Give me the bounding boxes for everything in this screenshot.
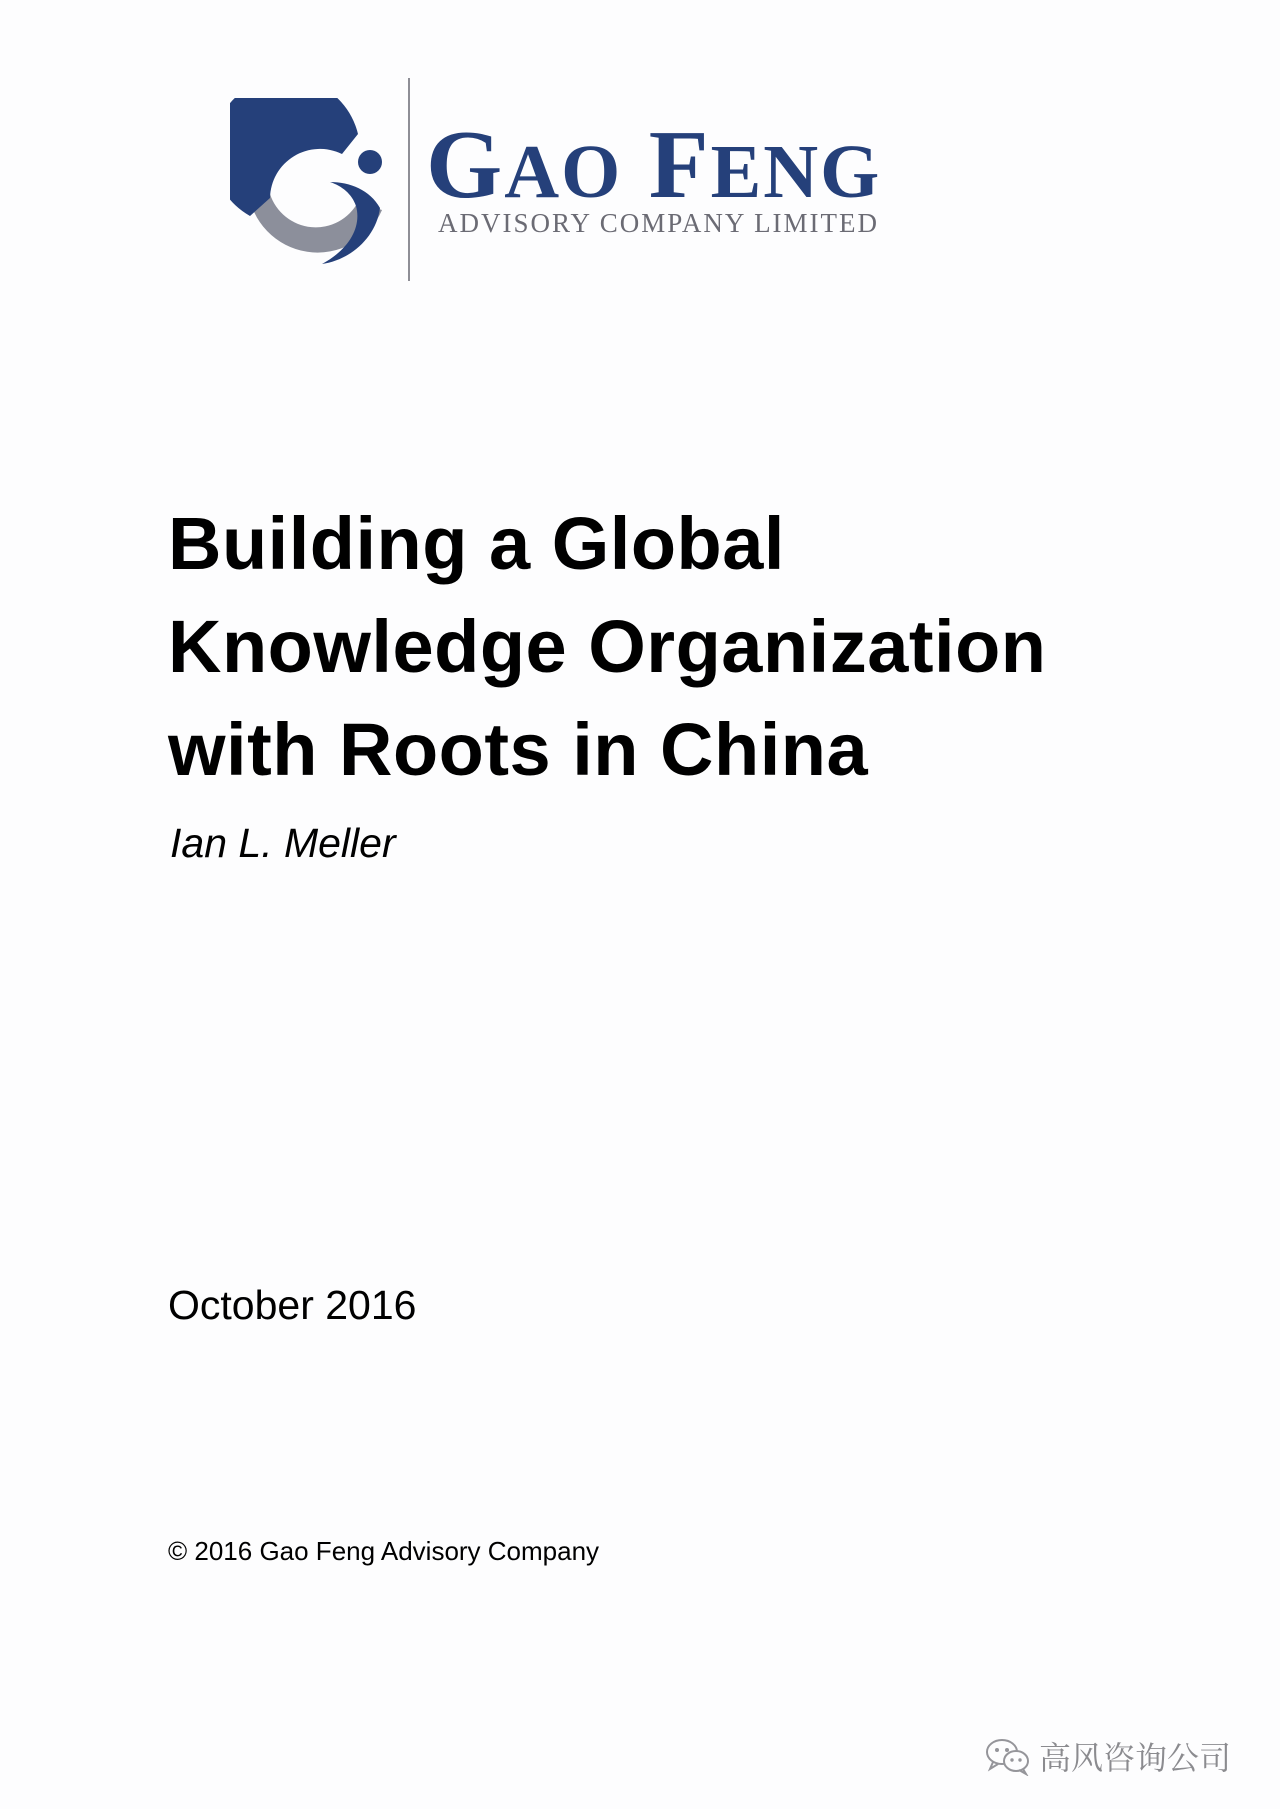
company-logo <box>230 78 950 283</box>
title-line-3: with Roots in China <box>168 708 869 791</box>
logo-divider <box>408 78 410 281</box>
logo-name-second-rest: ENG <box>710 130 882 214</box>
wechat-watermark <box>985 1734 1231 1778</box>
logo-company-name <box>426 111 882 219</box>
logo-name-first-cap: G <box>426 111 505 219</box>
copyright-notice: © 2016 Gao Feng Advisory Company <box>168 1536 600 1566</box>
document-author: Ian L. Meller <box>170 820 396 866</box>
logo-name-first-rest: AO <box>504 130 623 214</box>
gao-feng-logo-mark <box>230 98 400 268</box>
logo-subtitle: ADVISORY COMPANY LIMITED <box>438 208 880 238</box>
logo-name-second-cap: F <box>648 111 711 219</box>
wechat-icon <box>985 1736 1031 1776</box>
title-line-1: Building a Global <box>168 502 785 585</box>
document-title <box>168 492 1168 801</box>
watermark-text: 高风咨询公司 <box>1039 1739 1232 1777</box>
title-line-2: Knowledge Organization <box>168 605 1047 688</box>
document-date: October 2016 <box>168 1282 417 1328</box>
